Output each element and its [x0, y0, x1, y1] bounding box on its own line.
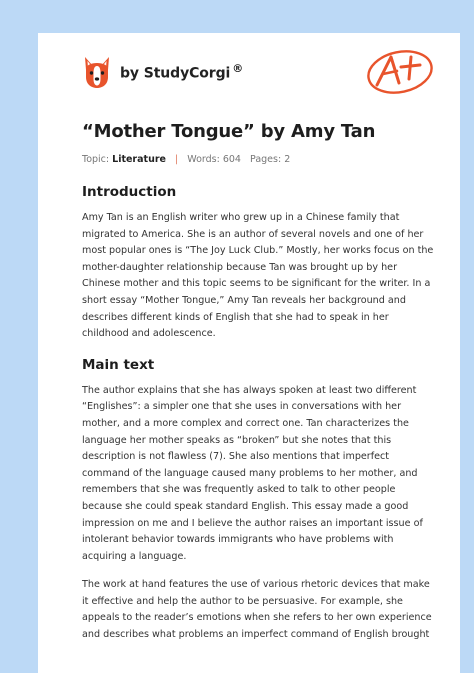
brand-name: by StudyCorgi ®	[120, 62, 244, 82]
a-plus-grade-icon	[365, 47, 439, 95]
paragraph: Amy Tan is an English writer who grew up in a Chinese family that migrated to America. She is an author of several novels and one of her most popular ones is “The Joy Luck Club.” Mostly, her works focus on the mother-daughter relationship because Tan was brought up by her Chinese mother and this topic seems to be significant for the writer. In a short essay “Mother Tongue,” Amy Tan reveals her background and describes different kinds of English that she had to speak in her childhood and adolescence.	[82, 212, 434, 340]
essay-body	[82, 182, 434, 656]
words-label: Words:	[187, 154, 220, 165]
document-meta	[82, 154, 290, 165]
document-page	[38, 33, 460, 673]
section-heading-introduction: Introduction	[82, 184, 177, 200]
corgi-logo-icon	[82, 55, 112, 89]
paragraph: The author explains that she has always spoken at least two different “Englishes”: a simpler one that she uses in conversations with her mother, and a more complex and correct one. Tan characterizes the language her mother speaks as “broken” but she notes that this description is not flawless (7). She also mentions that imperfect command of the language caused many problems to her mother, and remembers that she was frequently asked to talk to other people because she could speak standard English. This essay made a good impression on me and I believe the author raises an important issue of intolerant behavior towards immigrants who have problems with acquiring a language.	[82, 384, 423, 562]
page-title: “Mother Tongue” by Amy Tan	[82, 121, 376, 142]
topic-label: Topic:	[82, 154, 110, 165]
paragraph: The work at hand features the use of various rhetoric devices that make it effective and help the author to be persuasive. For example, she appeals to the reader’s emotions when she refers to her own experience and describes what problems an imperfect command of English brought	[82, 579, 432, 641]
pages-count: 2	[284, 154, 291, 165]
topic-link[interactable]: Literature	[112, 154, 166, 165]
section-heading-main-text: Main text	[82, 356, 155, 373]
brand-header[interactable]	[82, 55, 243, 89]
meta-separator: |	[175, 154, 179, 165]
words-count: 604	[222, 154, 241, 165]
pages-label: Pages:	[250, 154, 282, 165]
